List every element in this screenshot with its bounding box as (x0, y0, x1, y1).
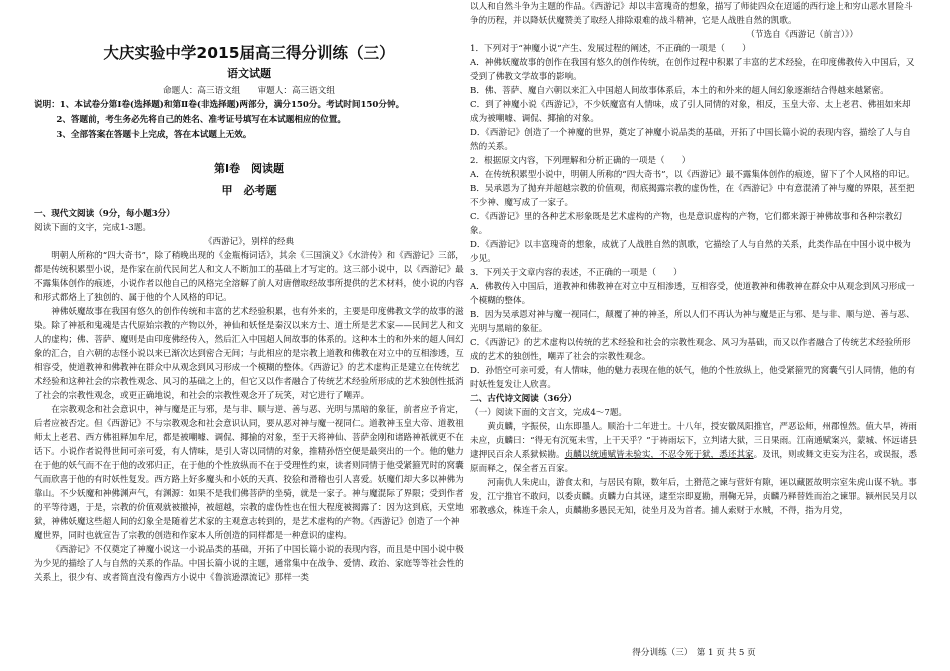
question-1-option-b: B．佛、菩萨、魔自六朝以来汇入中国超人间故事体系后，本土的和外来的超人间幻象逐渐结合得越来越紧密。 (470, 86, 889, 96)
question-3-option-d: D．孙悟空可亲可爱，有人情味，他的魅力表现在他的妖气，他的个性放纵上，他受紧箍咒的窝囊气引人同情，他的有时妖性复发让人欣喜。 (470, 366, 916, 390)
question-1-option-d: D．《西游记》创造了一个神魔的世界，奠定了神魔小说品类的基础，开拓了中国长篇小说的表现内容，描绘了人与自然的关系。 (470, 128, 911, 152)
question-1-option-c: C．到了神魔小说《西游记》，不少妖魔富有人情味，成了引人同情的对象，相反，玉皇大帝、太上老君、佛祖如来却成为被嘲噱、调侃、揶揄的对象。 (470, 100, 911, 124)
question-1: 1．下列对于“神魔小说”产生、发展过程的阐述，不正确的一项是（ ） (470, 44, 751, 54)
reading-intro: 阅读下面的文字，完成1-3题。 (34, 223, 151, 233)
question-2-option-b: B．吴承恩为了抛弃并超越宗教的价值观，彻底揭露宗教的虚伪性，在《西游记》中有意混淆了神与魔的界限，甚至把不少神、魔写成了一家子。 (470, 184, 915, 208)
reading-section-heading: 一、现代文阅读（9分，每小题3分） (34, 209, 175, 219)
part-heading: 第Ⅰ卷 阅读题 (213, 162, 285, 175)
classical-paragraph: 河南仇人朱虎山，游食太和，与居民有隙，数年后，土猾范之谏与营奸有隙，诬以藏匿故明宗室朱虎山谋不轨。事发，江宁推官不敢问，以委贞麟。贞麟力白其诬，逮至宗即夏勘，刑鞠无异，贞麟乃释替姓而治之谏罪。颍州民吴月以邪教惑众，株连千余人，贞麟勘多愚民无知，徒坐月及为首者。捕人索财于水贼，不得，指为月党， (470, 478, 917, 516)
question-2-option-a: A．在传统积累型小说中，明朝人所称的“四大奇书”，以《西游记》最不露集体创作的痕迹，留下了个人风格的印记。 (470, 170, 915, 180)
article-paragraph: 明朝人所称的“四大奇书”，除了稍晚出现的《金瓶梅词话》，其余《三国演义》《水浒传》和《西游记》三部，都是传统积累型小说，是作家在前代民间艺人和文人不断加工的基础上才写定的。这三部小说中，以《西游记》最不露集体创作的痕迹，小说作者以他自己的风格完全溶解了前人对唐僧取经故事所提供的艺术材料，使小说的内容和形式都烙上了独创的、属于他的个人风格的印记。 (34, 251, 464, 303)
instruction-3: 3、全部答案在答题卡上完成，答在本试题上无效。 (56, 130, 252, 140)
instruction-1: 说明：1、本试卷分第Ⅰ卷(选择题)和第Ⅱ卷(非选择题)两部分，满分150分。考试时间150分钟。 (34, 100, 405, 110)
classical-text: 黄贞麟，字振侯，山东即墨人。顺治十二年进士。十八年，授安徽凤阳推官，严恶讼师，州郡惶然。值大旱，祷雨未应，贞麟曰：“得无有沉冤未雪，上干天乎？”于祷雨坛下，立判诸大狱，三日果雨。江南通赋案兴，蒙城、怀远诸县逮押民百余人系狱候勘。 (470, 422, 918, 460)
left-column (34, 0, 464, 671)
section-heading: 甲 必考题 (221, 184, 277, 197)
question-2-option-d: D．《西游记》以丰富瑰奇的想象，成就了人战胜自然的凯歌，它描绘了人与自然的关系，此类作品在中国小说中极为少见。 (470, 240, 911, 264)
proposer-line: 命题人：高三语文组 审题人：高三语文组 (163, 86, 335, 96)
subject-title: 语文试题 (227, 67, 271, 80)
question-2-option-c: C．《西游记》里的各种艺术形象既是艺术虚构的产物，也是意识虚构的产物，它们都来源于神佛故事和各种宗教幻象。 (470, 212, 902, 236)
question-3-option-b: B．因为吴承恩对神与魔一视同仁，颠覆了神的神圣，所以人们不再认为神与魔是正与邪、是与非、顺与逆、善与恶、光明与黑暗的象征。 (470, 310, 915, 334)
article-paragraph: 神佛妖魔故事在我国有悠久的创作传统和丰富的艺术经验积累，也有外来的，主要是印度佛教文学的故事的滋染。除了神祇和鬼魂是古代原始宗教的产物以外，神仙和妖怪是秦汉以来方士、道士所是艺术家——民间艺人和文人的虚构；佛、菩萨、魔则是由印度佛经传入，然后汇入中国超人间故事的体系的。这种本土的和外来的超人间幻象的汇合，自六朝的志怪小说以来已渐次达到密合无间；与此相应的是宗教上道教和佛教在对立中的互相渗透，互相容受，使道教神和佛教神在群众中从观念到风习形成一个模糊的整体。《西游记》的艺术虚构正是建立在传统艺术经验和这种社会的宗教性观念、风习的基础之上的，但它又以作者融合了传统艺术经验所形成的艺术独创性抵消了社会的宗教性观念，或更正确地说，和社会的宗教性观念开了玩笑，对它进行了嘲弄。 (34, 307, 464, 401)
classical-text: 。及讯，则或舞文吏妄为注名，或误报，悉原而释之，保全者五百家。 (470, 450, 917, 474)
underlined-sentence-end: 其家 (736, 450, 754, 460)
article-source: （节选自《西游记（前言）》） (746, 30, 858, 40)
article-paragraph: 在宗教观念和社会意识中，神与魔是正与邪，是与非、顺与逆、善与恶、光明与黑暗的象征，前者应予肯定，后者应被否定。但《西游记》不与宗教观念和社会意识认同，要从恶对神与魔一视同仁。道教神玉皇大帝、道教祖师太上老君、西方佛祖释加牟尼，都是被嘲噱、调侃、揶揄的对象，至于天将神仙、菩萨金刚和诸路神祇就更不在话下。小说作者说得世间可亲可爱，有人情味，是引人寄以同情的对象，推精孙悟空便是最突出的一个。他的魅力在于他的妖气而不在于他的改邪归正，在于他的个性放纵而不在于受理性约束，读者则同情于他受紧箍咒时的窝囊气而欣喜于他的有时妖性复发。西方路上好多魔头和小妖的天真、狡狯和滑稽也引人喜爱。妖魔们却大多以神佛为靠山。不少妖魔和神佛渊声气，有渊源：如果不是我们佛菩萨的坐骑，就是一家子。神与魔混际了界限；受到作者的平等待遇，于是，宗教的价值观就被撤掉，被超越，宗教的虚伪性也在忸大程度被揭露了：因为这到底，天堂地狱，神佛妖魔这些超人间的幻象全是随着艺术家的主观意志转到的，是艺术虚构的产物。《西游记》创造了一个神魔世界，同时也就宣告了宗教的创造和作家本人所创造的同样都是一种意识的虚构。 (34, 405, 464, 541)
exam-title: 大庆实验中学2015届高三得分训练（三） (103, 44, 395, 62)
classical-section-heading: 二、古代诗文阅读（36分） (470, 394, 577, 404)
page-footer: 得分训练（三） 第 1 页 共 5 页 (632, 648, 756, 658)
question-1-option-a: A．神佛妖魔故事的创作在我国有悠久的创作传统，在创作过程中积累了丰富的艺术经验，在印度佛教传入中国后，又受到了佛教文学故事的影响。 (470, 58, 915, 82)
question-3-option-a: A．佛教传入中国后，道教神和佛教神在对立中互相渗透，互相容受，使道教神和佛教神在群众中从观念到风习形成一个模糊的整体。 (470, 282, 915, 306)
question-3-option-c: C．《西游记》的艺术虚构以传统的艺术经验和社会的宗教性观念、风习为基础，而又以作者融合了传统艺术经验所形成的艺术的独创性，嘲弄了社会的宗教性观念。 (470, 338, 911, 362)
underlined-sentence: 贞麟以统逋赋皆未验实，不忍令死于狱，悉还 (564, 450, 737, 460)
article-title: 《西游记》，别样的经典 (203, 237, 295, 247)
article-paragraph: 《西游记》不仅奠定了神魔小说这一小说品类的基础，开拓了中国长篇小说的表现内容，而且是中国小说中极为少见的描绘了人与自然的关系的作品。中国长篇小说的主题，通常集中在战争、爱情、政治、家庭等等社会性的关系上，很少有、或者简直没有像西方小说中《鲁滨逊漂流记》那样一类 (34, 545, 464, 583)
question-3: 3．下列关于文章内容的表述，不正确的一项是（ ） (470, 268, 682, 278)
question-2: 2．根据原文内容，下列理解和分析正确的一项是（ ） (470, 156, 691, 166)
instruction-2: 2、答题前，考生务必先将自己的姓名、准考证号填写在本试题相应的位置。 (56, 115, 346, 125)
right-column (470, 0, 918, 671)
classical-paragraph (470, 420, 918, 476)
article-paragraph: 以人和自然斗争为主题的作品。《西游记》却以丰富瑰奇的想象，描写了师徒四众在迢遥的西行途上和穷山恶水冒险斗争的历程，并以降妖伏魔赞美了取经人排除艰难的战斗精神，它是人战胜自然的凯歌。 (470, 2, 913, 26)
classical-intro: （一）阅读下面的文言文，完成4～7题。 (470, 408, 628, 418)
